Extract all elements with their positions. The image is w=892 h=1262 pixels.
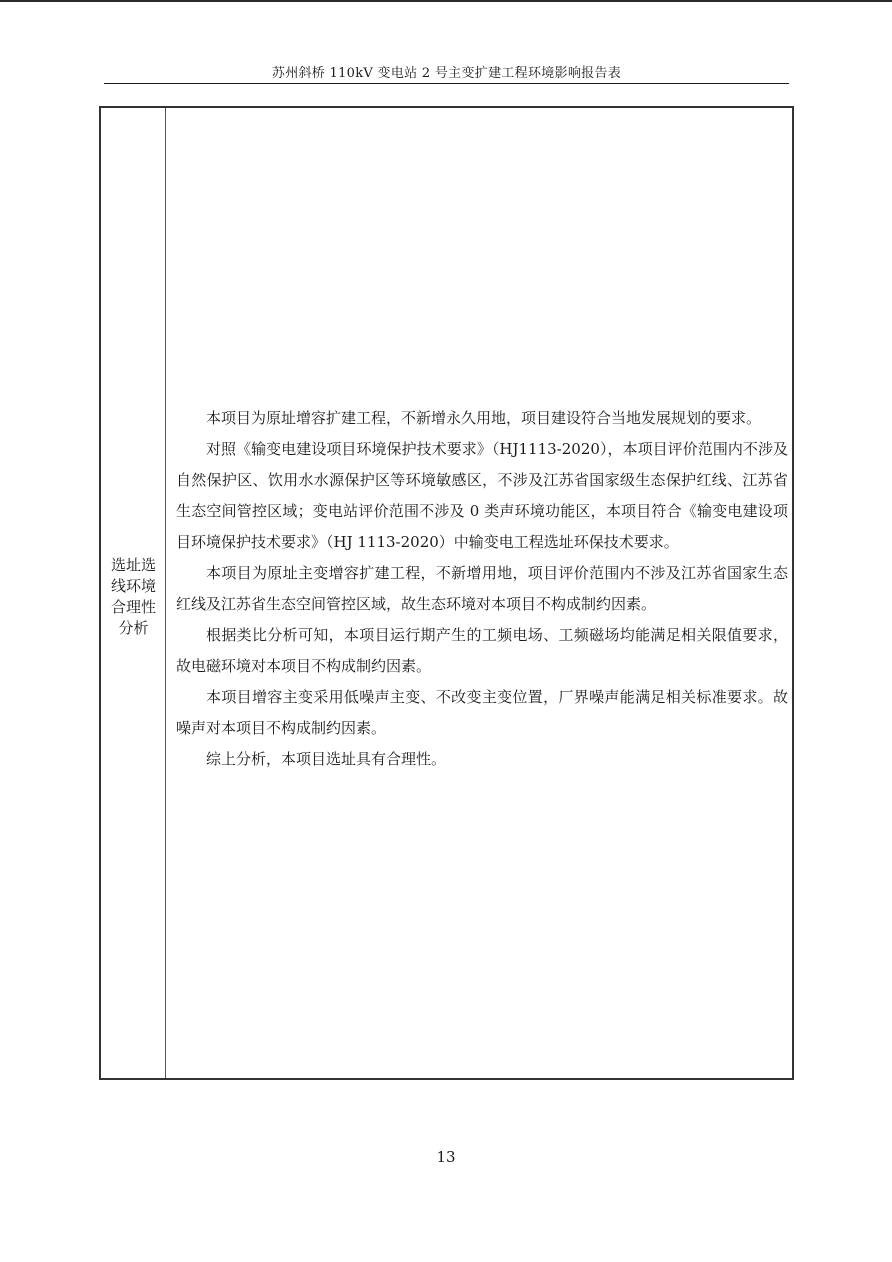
- top-border-line: [0, 0, 892, 2]
- row-label: [101, 555, 166, 639]
- paragraph: 根据类比分析可知，本项目运行期产生的工频电场、工频磁场均能满足相关限值要求，故电磁环境对本项目不构成制约因素。: [176, 626, 788, 675]
- document-running-header: 苏州斜桥 110kV 变电站 2 号主变扩建工程环境影响报告表: [271, 66, 622, 81]
- paragraph: 本项目为原址主变增容扩建工程，不新增用地，项目评价范围内不涉及江苏省国家生态红线及江苏省生态空间管控区域，故生态环境对本项目不构成制约因素。: [176, 564, 788, 613]
- content-cell: [167, 108, 792, 1078]
- paragraph: 综上分析，本项目选址具有合理性。: [206, 750, 447, 768]
- row-label-line: 选址选: [110, 556, 156, 574]
- row-label-line: 线环境: [110, 577, 156, 595]
- paragraph: 本项目增容主变采用低噪声主变、不改变主变位置，厂界噪声能满足相关标准要求。故噪声对本项目不构成制约因素。: [176, 688, 788, 737]
- header-divider: [104, 83, 789, 84]
- analysis-text: [176, 403, 788, 775]
- page-number: 13: [436, 1148, 456, 1166]
- row-label-line: 合理性: [110, 598, 156, 616]
- paragraph: 本项目为原址增容扩建工程，不新增永久用地，项目建设符合当地发展规划的要求。: [206, 409, 762, 427]
- row-label-cell: [101, 108, 166, 1078]
- row-label-line: 分析: [118, 619, 149, 637]
- paragraph: 对照《输变电建设项目环境保护技术要求》（HJ1113-2020），本项目评价范围内不涉及自然保护区、饮用水水源保护区等环境敏感区，不涉及江苏省国家级生态保护红线、江苏省生态空间管控区域；变电站评价范围不涉及 0 类声环境功能区，本项目符合《输变电建设项目环境保护技术要求》（HJ 1113-2020）中输变电工程选址环保技术要求。: [176, 440, 788, 551]
- analysis-table: [99, 106, 794, 1080]
